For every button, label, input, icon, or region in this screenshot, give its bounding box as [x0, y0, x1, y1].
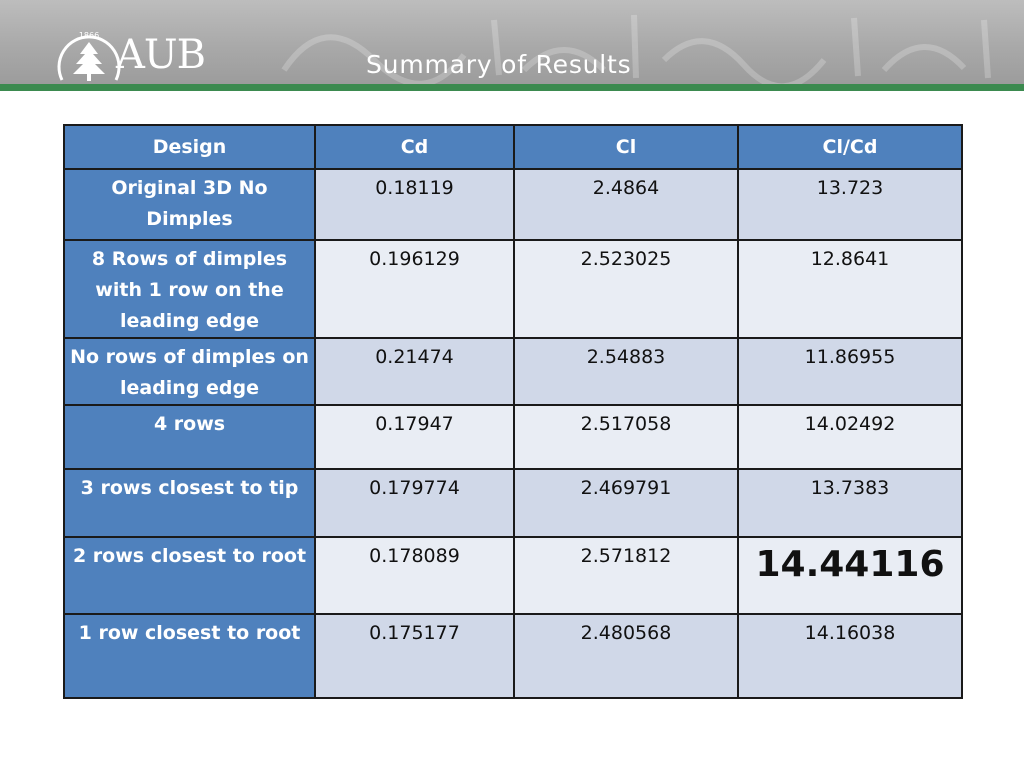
aub-logo: [56, 22, 205, 84]
table-row: [64, 405, 962, 469]
clcd-cell: 13.723: [738, 169, 962, 240]
design-cell: 2 rows closest to root: [64, 537, 315, 614]
logo-wordmark: AUB: [116, 32, 205, 78]
column-header-design: Design: [64, 125, 315, 169]
clcd-cell: 11.86955: [738, 338, 962, 405]
column-header-cl: Cl: [514, 125, 738, 169]
column-header-clcd: Cl/Cd: [738, 125, 962, 169]
cd-cell: 0.196129: [315, 240, 514, 338]
design-cell: 1 row closest to root: [64, 614, 315, 698]
design-cell: 4 rows: [64, 405, 315, 469]
table-row: [64, 614, 962, 698]
cd-cell: 0.17947: [315, 405, 514, 469]
design-cell: No rows of dimples on leading edge: [64, 338, 315, 405]
cl-cell: 2.523025: [514, 240, 738, 338]
cd-cell: 0.178089: [315, 537, 514, 614]
table-row: [64, 469, 962, 537]
cd-cell: 0.175177: [315, 614, 514, 698]
design-cell: Original 3D No Dimples: [64, 169, 315, 240]
clcd-cell: 12.8641: [738, 240, 962, 338]
cl-cell: 2.480568: [514, 614, 738, 698]
table-row: [64, 240, 962, 338]
cd-cell: 0.18119: [315, 169, 514, 240]
cl-cell: 2.4864: [514, 169, 738, 240]
clcd-cell: 14.02492: [738, 405, 962, 469]
table-row: [64, 338, 962, 405]
table-row: [64, 169, 962, 240]
cd-cell: 0.179774: [315, 469, 514, 537]
table-header-row: [64, 125, 962, 169]
page-title: Summary of Results: [366, 50, 632, 79]
slide-header: [0, 0, 1024, 84]
clcd-cell: 14.16038: [738, 614, 962, 698]
cl-cell: 2.469791: [514, 469, 738, 537]
table-row: [64, 537, 962, 614]
cl-cell: 2.571812: [514, 537, 738, 614]
cl-cell: 2.54883: [514, 338, 738, 405]
cd-cell: 0.21474: [315, 338, 514, 405]
results-table: [63, 124, 963, 699]
svg-text:1866: 1866: [78, 31, 100, 40]
cl-cell: 2.517058: [514, 405, 738, 469]
design-cell: 8 Rows of dimples with 1 row on the leading edge: [64, 240, 315, 338]
design-cell: 3 rows closest to tip: [64, 469, 315, 537]
clcd-cell-highlight: 14.44116: [738, 537, 962, 614]
clcd-cell: 13.7383: [738, 469, 962, 537]
header-accent-bar: [0, 84, 1024, 91]
cedar-seal-icon: [56, 22, 122, 84]
column-header-cd: Cd: [315, 125, 514, 169]
